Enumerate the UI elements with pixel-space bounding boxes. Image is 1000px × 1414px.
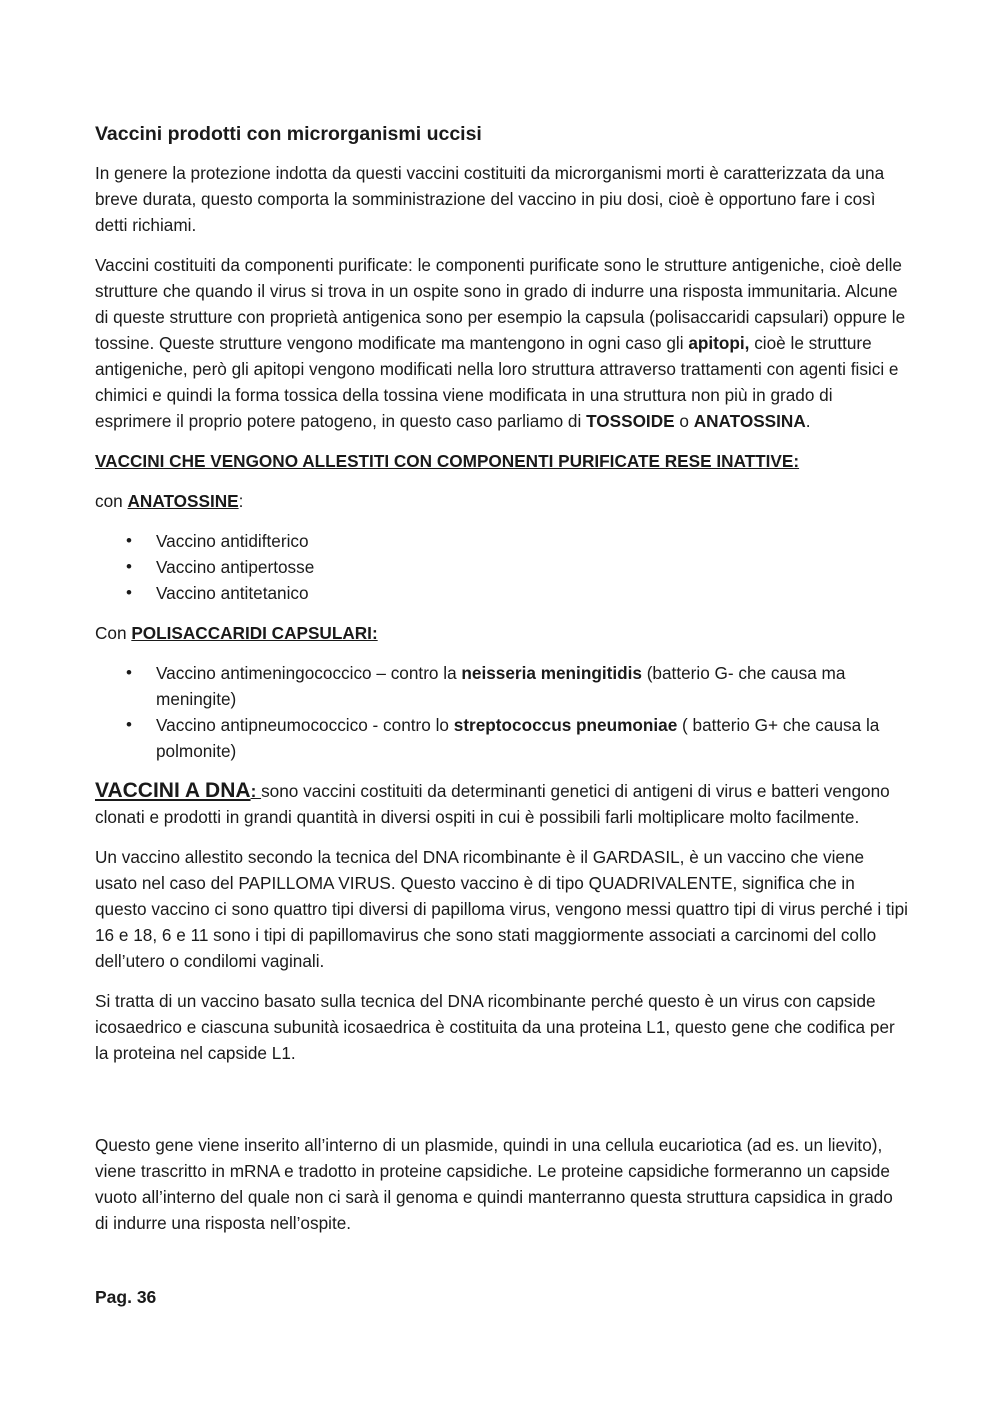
paragraph-gene-plasmide: Questo gene viene inserito all’interno di un plasmide, quindi in una cellula eucariotica (ad es. un lievito), viene trascritto in mRNA e tradotto in proteine capsidiche. Le proteine capsidiche formeranno un capside vuoto all’interno del quale non ci sarà il genoma e quindi manterranno questa struttura capsidica in grado di indurre una risposta nell’ospite. xyxy=(95,1135,893,1233)
bullet-icon: • xyxy=(126,583,132,602)
text-run: (batterio G- che causa ma meningite) xyxy=(156,663,846,709)
text-run: ( batterio G+ che causa la polmonite) xyxy=(156,715,880,761)
text-run: . xyxy=(805,411,811,431)
text-run: sono vaccini costituiti da determinanti genetici di antigeni di virus e batteri vengono clonati e prodotti in grandi quantità in diversi ospiti in cui è possibili farli moltiplicare molto facilmente. xyxy=(95,781,890,827)
anatossine-intro xyxy=(95,488,910,514)
heading-colon: : xyxy=(250,781,262,801)
bold-term-streptococcus: streptococcus pneumoniae xyxy=(453,715,678,735)
list-item xyxy=(126,528,910,554)
text-run: con xyxy=(95,491,128,511)
text-run: o xyxy=(674,411,694,431)
text-run: cioè le strutture antigeniche, però gli apitopi vengono modificati nella loro struttura attraverso trattamenti con agenti fisici e chimici e quindi la forma tossica della tossina viene modificata in una struttura non più in grado di esprimere il proprio potere patogeno, in questo caso parliamo di xyxy=(95,333,899,431)
list-item xyxy=(126,660,910,712)
bullet-icon: • xyxy=(126,557,132,576)
anatossine-list xyxy=(95,528,910,606)
list-item-text: Vaccino antitetanico xyxy=(156,583,309,603)
list-item xyxy=(126,580,910,606)
page-number: Pag. 36 xyxy=(95,1287,157,1307)
polisaccaridi-list xyxy=(95,660,910,764)
heading-vaccini-dna: VACCINI A DNA xyxy=(95,779,251,802)
paragraph-gardasil: Un vaccino allestito secondo la tecnica del DNA ricombinante è il GARDASIL, è un vaccino che viene usato nel caso del PAPILLOMA VIRUS. Questo vaccino è di tipo QUADRIVALENTE, significa che in questo vaccino ci sono quattro tipi diversi di papilloma virus, vengono messi quattro tipi di virus perché i tipi 16 e 18, 6 e 11 sono i tipi di papillomavirus che sono stati maggiormente associati a carcinomi del collo dell’utero o condilomi vaginali. xyxy=(95,847,908,971)
list-item xyxy=(126,554,910,580)
list-item xyxy=(126,712,910,764)
text-run: Con xyxy=(95,623,132,643)
list-item-text: Vaccino antidifterico xyxy=(156,531,309,551)
section-title: Vaccini prodotti con microrganismi uccisi xyxy=(95,123,482,145)
document-body xyxy=(95,120,910,1250)
bold-term-anatossina: ANATOSSINA xyxy=(693,411,806,431)
blank-space xyxy=(95,1080,910,1132)
text-run: : xyxy=(238,491,244,511)
bold-term-tossoide: TOSSOIDE xyxy=(586,411,675,431)
text-run: Vaccino antimeningococcico – contro la xyxy=(156,663,462,683)
label-polisaccaridi: POLISACCARIDI CAPSULARI: xyxy=(131,623,378,643)
paragraph-vaccini-dna xyxy=(95,778,910,830)
label-anatossine: ANATOSSINE xyxy=(127,491,239,511)
list-item-text: Vaccino antipertosse xyxy=(156,557,315,577)
paragraph-componenti-purificate xyxy=(95,252,910,434)
text-run: Vaccino antipneumococcico - contro lo xyxy=(156,715,454,735)
bold-term-apitopi: apitopi, xyxy=(688,333,750,353)
paragraph-capside: Si tratta di un vaccino basato sulla tecnica del DNA ricombinante perché questo è un virus con capside icosaedrico e ciascuna subunità icosaedrica è costituita da una proteina L1, questo gene che codifica per la proteina nel capside L1. xyxy=(95,991,895,1063)
bold-term-neisseria: neisseria meningitidis xyxy=(461,663,642,683)
polisaccaridi-intro xyxy=(95,620,910,646)
bullet-icon: • xyxy=(126,715,132,734)
bullet-icon: • xyxy=(126,531,132,550)
bullet-icon: • xyxy=(126,663,132,682)
text-run: Vaccini costituiti da componenti purificate: le componenti purificate sono le strutture antigeniche, cioè delle strutture che quando il virus si trova in un ospite sono in grado di indurre una risposta immunitaria. Alcune di queste strutture con proprietà antigenica sono per esempio la capsula (polisaccaridi capsulari) oppure le tossine. Queste strutture vengono modificate ma mantengono in ogni caso gli xyxy=(95,255,906,353)
heading-vaccini-inattive: VACCINI CHE VENGONO ALLESTITI CON COMPONENTI PURIFICATE RESE INATTIVE: xyxy=(95,451,800,471)
paragraph-protezione: In genere la protezione indotta da questi vaccini costituiti da microrganismi morti è caratterizzata da una breve durata, questo comporta la somministrazione del vaccino in piu dosi, cioè è opportuno fare i così detti richiami. xyxy=(95,163,885,235)
subsection-heading xyxy=(95,448,910,474)
